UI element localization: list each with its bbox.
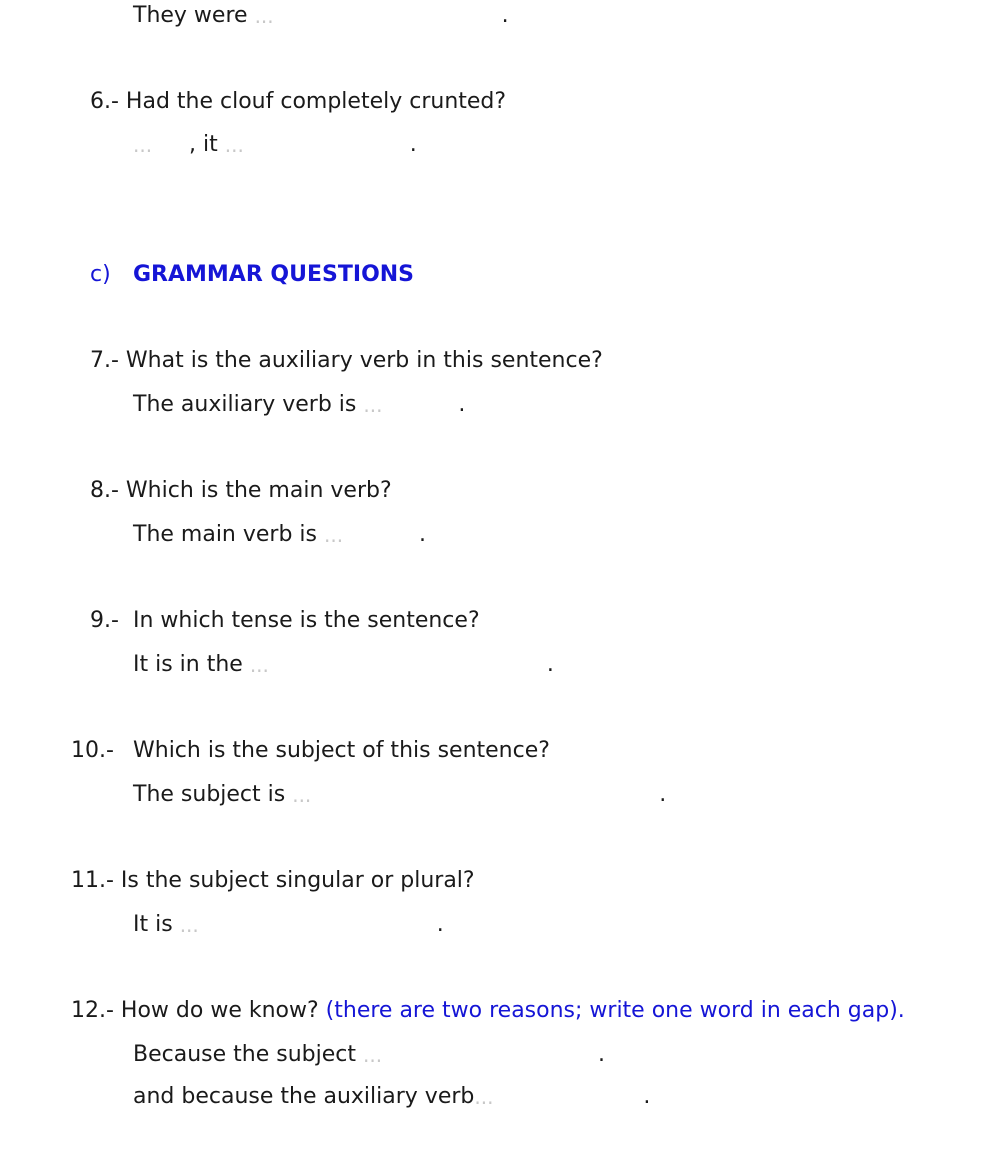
- q9-number: 9.-: [90, 608, 119, 633]
- q8-answer-gap[interactable]: [324, 521, 412, 549]
- q6-question: 6.- Had the clouf completely crunted?: [90, 89, 507, 114]
- q6-answer-gap-2[interactable]: [225, 131, 403, 159]
- q12-answer-line-2: [133, 1083, 650, 1111]
- q8-answer-prefix: The main verb is: [133, 522, 318, 547]
- q5-answer-line: [133, 2, 509, 30]
- q10-answer-line: [133, 781, 666, 809]
- section-c-letter: c): [90, 262, 111, 287]
- section-c-title: GRAMMAR QUESTIONS: [133, 262, 415, 287]
- q6-period: .: [409, 132, 417, 157]
- q11-answer-gap[interactable]: [180, 911, 430, 939]
- q10-answer-gap[interactable]: [292, 781, 652, 809]
- q12-period-1: .: [597, 1042, 605, 1067]
- q7-answer-gap[interactable]: [363, 391, 451, 419]
- q12-answer-gap-2[interactable]: [474, 1083, 636, 1111]
- q5-answer-gap[interactable]: [255, 2, 495, 30]
- q12-hint: (there are two reasons; write one word in each gap).: [325, 998, 905, 1023]
- q12-answer-line-1: [133, 1041, 605, 1069]
- q9-period: .: [546, 652, 554, 677]
- q7-question: 7.- What is the auxiliary verb in this sentence?: [90, 348, 603, 373]
- q10-answer-prefix: The subject is: [133, 782, 286, 807]
- q9-question: In which tense is the sentence?: [133, 608, 480, 633]
- q12-period-2: .: [643, 1084, 651, 1109]
- q6-answer-mid: , it: [189, 132, 218, 157]
- q8-period: .: [419, 522, 427, 547]
- q11-period: .: [436, 912, 444, 937]
- q8-question: 8.- Which is the main verb?: [90, 478, 392, 503]
- q6-answer-gap-1[interactable]: [133, 131, 189, 159]
- q9-answer-prefix: It is in the: [133, 652, 243, 677]
- q10-question: Which is the subject of this sentence?: [133, 738, 550, 763]
- q11-answer-prefix: It is: [133, 912, 173, 937]
- q12-answer2-prefix: and because the auxiliary verb: [133, 1084, 475, 1109]
- q9-answer-line: [133, 651, 554, 679]
- q5-period: .: [501, 3, 509, 28]
- q7-answer-line: [133, 391, 465, 419]
- q7-answer-prefix: The auxiliary verb is: [133, 392, 357, 417]
- q11-question: 11.- Is the subject singular or plural?: [71, 868, 475, 893]
- q12-answer1-prefix: Because the subject: [133, 1042, 356, 1067]
- q12-question: 12.- How do we know?: [71, 998, 319, 1023]
- q7-period: .: [458, 392, 466, 417]
- q9-answer-gap[interactable]: [250, 651, 540, 679]
- q5-answer-prefix: They were: [133, 3, 248, 28]
- q11-answer-line: [133, 911, 444, 939]
- q10-period: .: [659, 782, 667, 807]
- q6-answer-line: [133, 131, 417, 159]
- q12-question-line: [71, 997, 905, 1025]
- q10-number: 10.-: [71, 738, 114, 763]
- q12-answer-gap-1[interactable]: [363, 1041, 591, 1069]
- q8-answer-line: [133, 521, 426, 549]
